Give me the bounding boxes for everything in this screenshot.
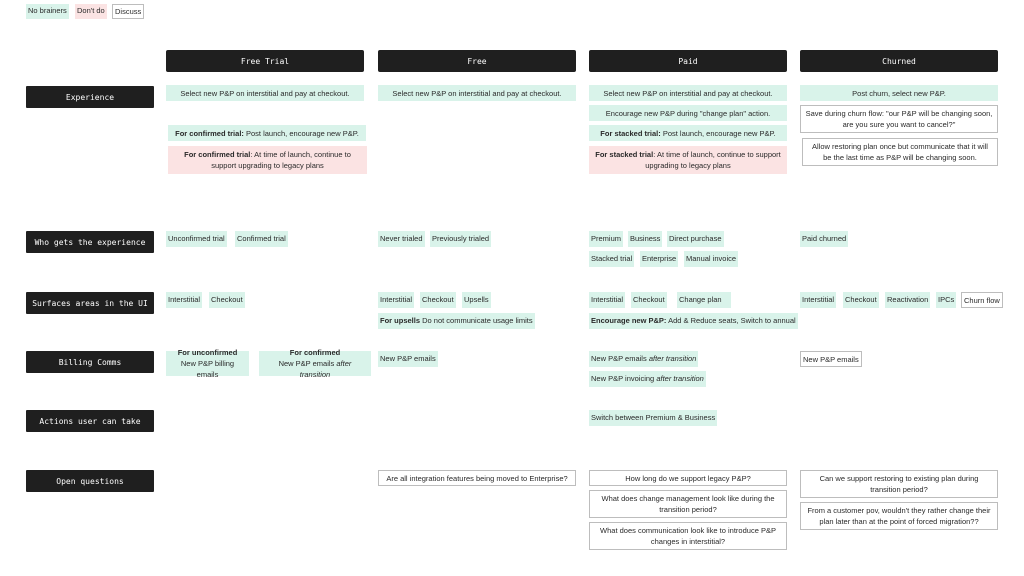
billing-churned-chip: New P&P emails	[800, 351, 862, 367]
row-header-who-gets: Who gets the experience	[26, 231, 154, 253]
question-churned-card: Can we support restoring to existing plan during transition period?	[800, 470, 998, 498]
experience-free-trial-card: Select new P&P on interstitial and pay at checkout.	[166, 85, 364, 101]
who-chip: Direct purchase	[667, 231, 724, 247]
surface-chip: Interstitial	[800, 292, 836, 308]
legend-dont-do: Don't do	[75, 4, 107, 19]
surface-chip: Interstitial	[589, 292, 625, 308]
who-chip: Unconfirmed trial	[166, 231, 227, 247]
experience-free-card: Select new P&P on interstitial and pay at checkout.	[378, 85, 576, 101]
surface-chip: Churn flow	[961, 292, 1003, 308]
who-chip: Business	[628, 231, 662, 247]
surface-chip: Interstitial	[378, 292, 414, 308]
row-header-billing: Billing Comms	[26, 351, 154, 373]
who-chip: Stacked trial	[589, 251, 634, 267]
experience-churned-card: Post churn, select new P&P.	[800, 85, 998, 101]
column-header-paid: Paid	[589, 50, 787, 72]
who-chip: Previously trialed	[430, 231, 491, 247]
question-paid-card: How long do we support legacy P&P?	[589, 470, 787, 486]
legend-no-brainers: No brainers	[26, 4, 69, 19]
column-header-churned: Churned	[800, 50, 998, 72]
experience-churned-save-card: Save during churn flow: "our P&P will be changing soon, are you sure you want to cancel?"	[800, 105, 998, 133]
row-header-actions: Actions user can take	[26, 410, 154, 432]
question-free-card: Are all integration features being moved to Enterprise?	[378, 470, 576, 486]
who-chip: Paid churned	[800, 231, 848, 247]
row-header-surfaces: Surfaces areas in the UI	[26, 292, 154, 314]
billing-free-trial-confirmed-card: For confirmed New P&P emails after transition	[259, 351, 371, 376]
action-paid-chip: Switch between Premium & Business	[589, 410, 717, 426]
experience-paid-card: Select new P&P on interstitial and pay at checkout.	[589, 85, 787, 101]
who-chip: Confirmed trial	[235, 231, 288, 247]
experience-free-trial-confirmed-card: For confirmed trial: Post launch, encourage new P&P.	[168, 125, 366, 141]
surface-chip: Change plan	[677, 292, 731, 308]
row-header-open-questions: Open questions	[26, 470, 154, 492]
row-header-experience: Experience	[26, 86, 154, 108]
experience-paid-stacked-card: For stacked trial: Post launch, encourage new P&P.	[589, 125, 787, 141]
surface-chip: Interstitial	[166, 292, 202, 308]
legend-discuss: Discuss	[112, 4, 144, 19]
surface-chip: IPCs	[936, 292, 956, 308]
experience-free-trial-legacy-card: For confirmed trial: At time of launch, continue to support upgrading to legacy plans	[168, 146, 367, 174]
surface-chip: Reactivation	[885, 292, 930, 308]
surface-note: For upsells Do not communicate usage limits	[378, 313, 535, 329]
experience-paid-legacy-card: For stacked trial: At time of launch, continue to support upgrading to legacy plans	[589, 146, 787, 174]
question-churned-card: From a customer pov, wouldn't they rather change their plan later than at the point of forced migration??	[800, 502, 998, 530]
experience-churned-restore-card: Allow restoring plan once but communicate that it will be the last time as P&P will be changing soon.	[802, 138, 998, 166]
surface-chip: Checkout	[631, 292, 667, 308]
surface-chip: Checkout	[843, 292, 879, 308]
experience-paid-change-plan-card: Encourage new P&P during "change plan" action.	[589, 105, 787, 121]
column-header-free: Free	[378, 50, 576, 72]
billing-free-chip: New P&P emails	[378, 351, 438, 367]
column-header-free-trial: Free Trial	[166, 50, 364, 72]
who-chip: Premium	[589, 231, 623, 247]
who-chip: Enterprise	[640, 251, 678, 267]
billing-paid-chip: New P&P invoicing after transition	[589, 371, 706, 387]
surface-chip: Checkout	[420, 292, 456, 308]
who-chip: Never trialed	[378, 231, 425, 247]
billing-free-trial-unconfirmed-card: For unconfirmed New P&P billing emails	[166, 351, 249, 376]
billing-paid-chip: New P&P emails after transition	[589, 351, 698, 367]
who-chip: Manual invoice	[684, 251, 738, 267]
question-paid-card: What does communication look like to introduce P&P changes in interstitial?	[589, 522, 787, 550]
surface-chip: Checkout	[209, 292, 245, 308]
surface-chip: Upsells	[462, 292, 491, 308]
question-paid-card: What does change management look like during the transition period?	[589, 490, 787, 518]
surface-note: Encourage new P&P: Add & Reduce seats, Switch to annual	[589, 313, 798, 329]
